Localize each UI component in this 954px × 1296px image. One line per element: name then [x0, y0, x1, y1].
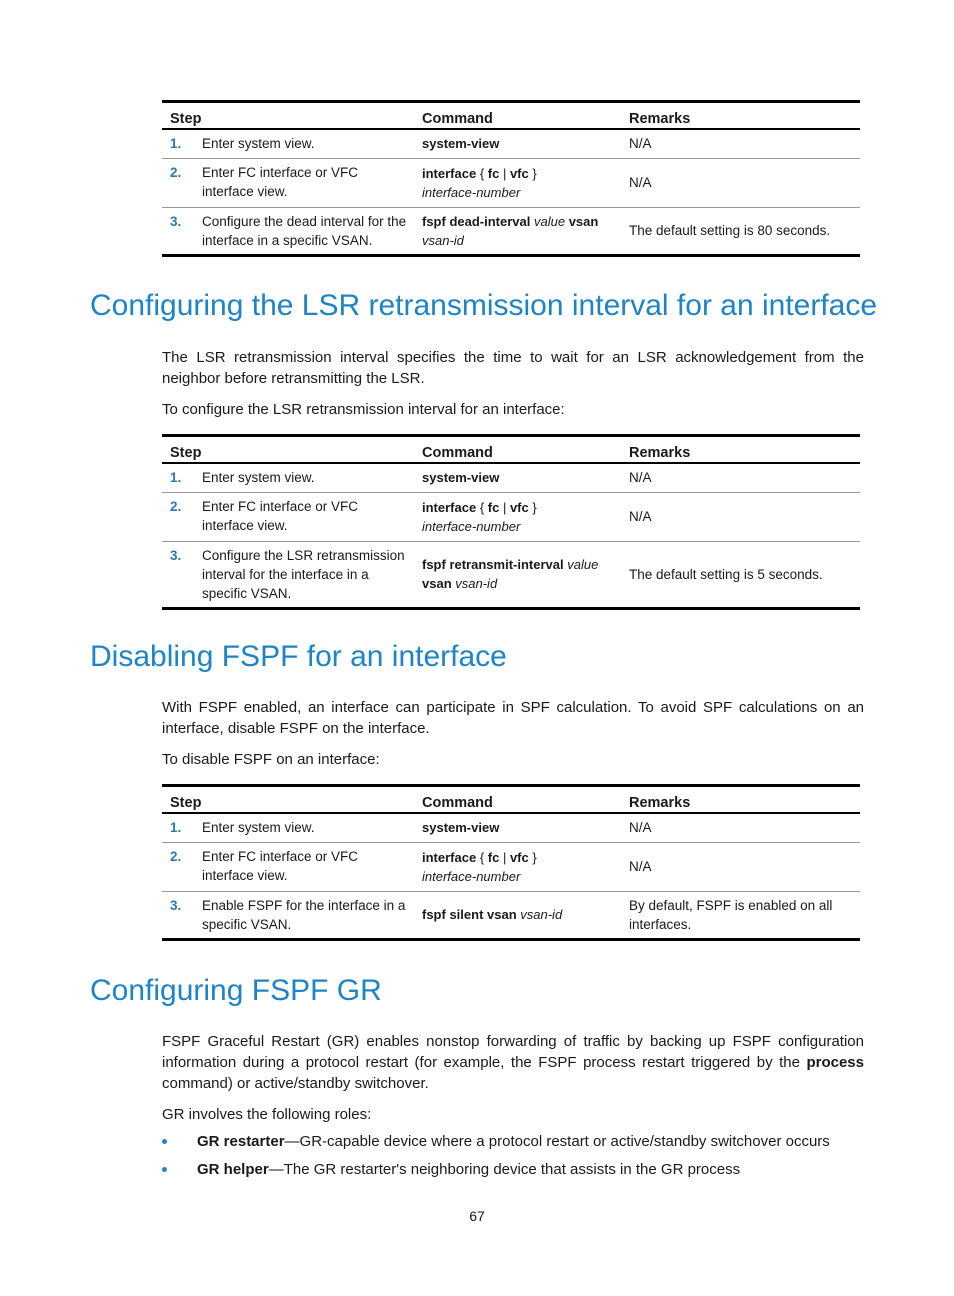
- paragraph: To disable FSPF on an interface:: [162, 751, 380, 768]
- list-item-term: GR restarter: [197, 1133, 285, 1150]
- step-header: Step: [162, 102, 414, 130]
- step-header: Step: [162, 786, 414, 814]
- step-description: Enter FC interface or VFC interface view.: [192, 842, 414, 891]
- step-number: 3.: [162, 207, 192, 255]
- step-number: 3.: [162, 541, 192, 608]
- command-keyword: interface: [422, 499, 477, 515]
- list-item: [162, 1159, 864, 1187]
- command-header: Command: [414, 102, 621, 130]
- paragraph: The LSR retransmission interval specifies the time to wait for an LSR acknowledgement from the neighbor before retransmitting the LSR.: [162, 349, 864, 387]
- table-row: [162, 492, 860, 541]
- roles-list: [162, 1131, 864, 1187]
- table-header: [162, 102, 860, 130]
- bullet-icon: [162, 1139, 167, 1144]
- command-cell: [414, 129, 621, 158]
- command-keyword: fc: [487, 499, 500, 515]
- command-keyword: system-view: [422, 136, 500, 152]
- command-keyword: fspf dead-interval: [422, 213, 531, 229]
- table-header: [162, 436, 860, 464]
- command-keyword: vsan: [568, 213, 599, 229]
- command-argument: vsan-id: [422, 232, 464, 248]
- command-keyword: fspf silent vsan: [422, 907, 517, 922]
- remarks-cell: The default setting is 80 seconds.: [621, 207, 860, 255]
- command-keyword: vsan: [422, 576, 452, 591]
- step-number: 1.: [170, 470, 182, 485]
- command-keyword: fspf retransmit-interval: [422, 557, 564, 572]
- table-row: [162, 842, 860, 891]
- paragraph-text: FSPF Graceful Restart (GR) enables nonstop forwarding of traffic by backing up FSPF configuration information during a protocol restart (for example, the FSPF process restart triggered by the: [162, 1033, 864, 1071]
- paragraph-text: command) or active/standby switchover.: [162, 1075, 429, 1092]
- command-header: Command: [414, 786, 621, 814]
- command-cell: [414, 541, 621, 608]
- command-cell: [414, 813, 621, 842]
- table-row: [162, 813, 860, 842]
- remarks-cell: N/A: [621, 158, 860, 207]
- remarks-header: Remarks: [621, 102, 860, 130]
- command-header: Command: [414, 436, 621, 464]
- command-argument: vsan-id: [520, 907, 563, 922]
- command-keyword: vfc: [509, 165, 529, 181]
- remarks-cell: N/A: [629, 470, 652, 486]
- remarks-cell: N/A: [621, 492, 860, 541]
- command-cell: [414, 463, 621, 492]
- command-keyword: interface: [422, 849, 477, 865]
- command-argument: value: [533, 213, 566, 229]
- command-cell: [414, 891, 621, 939]
- command-keyword: vfc: [509, 499, 529, 515]
- paragraph: GR involves the following roles:: [162, 1106, 372, 1123]
- paragraph: To configure the LSR retransmission interval for an interface:: [162, 401, 565, 418]
- remarks-header: Remarks: [621, 786, 860, 814]
- step-description: Configure the dead interval for the interface in a specific VSAN.: [192, 207, 414, 255]
- table-header: [162, 786, 860, 814]
- page-number: 67: [469, 1208, 485, 1224]
- command-keyword: interface: [422, 165, 477, 181]
- remarks-cell: N/A: [621, 842, 860, 891]
- step-description: Configure the LSR retransmission interval for the interface in a specific VSAN.: [192, 541, 414, 608]
- step-description: Enter system view.: [202, 136, 315, 151]
- lsr-retransmission-steps-table: [162, 434, 860, 610]
- table-row: [162, 129, 860, 158]
- list-item-text: —The GR restarter's neighboring device that assists in the GR process: [268, 1161, 741, 1178]
- section-heading-lsr-retransmission: Configuring the LSR retransmission interval for an interface: [90, 289, 878, 322]
- bullet-icon: [162, 1167, 167, 1172]
- table-row: [162, 158, 860, 207]
- step-description: Enter FC interface or VFC interface view.: [192, 492, 414, 541]
- command-cell: interface { fc | vfc } interface-number: [414, 158, 621, 207]
- remarks-cell: By default, FSPF is enabled on all interfaces.: [621, 891, 860, 939]
- table-row: [162, 891, 860, 939]
- step-number: 3.: [162, 891, 192, 939]
- command-argument: vsan-id: [455, 576, 498, 591]
- table-row: [162, 463, 860, 492]
- disable-fspf-steps-table: [162, 784, 860, 941]
- step-description: Enter system view.: [202, 820, 315, 835]
- list-item-text: —GR-capable device where a protocol restart or active/standby switchover occurs: [284, 1133, 830, 1150]
- table-row: [162, 541, 860, 608]
- command-keyword: process: [806, 1054, 864, 1071]
- command-cell: interface { fc | vfc } interface-number: [414, 842, 621, 891]
- command-keyword: system-view: [422, 470, 500, 486]
- paragraph: [162, 1031, 864, 1094]
- command-keyword: system-view: [422, 820, 500, 836]
- step-number: 2.: [162, 158, 192, 207]
- step-header: Step: [162, 436, 414, 464]
- table-row: [162, 207, 860, 255]
- command-cell: interface { fc | vfc } interface-number: [414, 492, 621, 541]
- command-argument: value: [567, 557, 599, 572]
- step-number: 1.: [170, 136, 182, 151]
- step-description: Enable FSPF for the interface in a specific VSAN.: [192, 891, 414, 939]
- paragraph: With FSPF enabled, an interface can participate in SPF calculation. To avoid SPF calculations on an interface, disable FSPF on the interface.: [162, 699, 864, 737]
- remarks-cell: N/A: [629, 136, 652, 152]
- step-number: 1.: [170, 820, 182, 835]
- list-item-term: GR helper: [197, 1161, 269, 1178]
- command-cell: [414, 207, 621, 255]
- remarks-cell: N/A: [629, 820, 652, 836]
- section-heading-disabling-fspf: Disabling FSPF for an interface: [90, 640, 507, 673]
- step-number: 2.: [162, 842, 192, 891]
- command-keyword: fc: [487, 849, 500, 865]
- command-argument: interface-number: [422, 184, 521, 200]
- remarks-header: Remarks: [621, 436, 860, 464]
- remarks-cell: The default setting is 5 seconds.: [621, 541, 860, 608]
- command-keyword: vfc: [509, 849, 529, 865]
- command-keyword: fc: [487, 165, 500, 181]
- list-item: [162, 1131, 864, 1159]
- step-number: 2.: [162, 492, 192, 541]
- command-argument: interface-number: [422, 518, 521, 534]
- step-description: Enter FC interface or VFC interface view.: [192, 158, 414, 207]
- dead-interval-steps-table: [162, 100, 860, 257]
- command-argument: interface-number: [422, 868, 521, 884]
- section-heading-fspf-gr: Configuring FSPF GR: [90, 974, 382, 1007]
- step-description: Enter system view.: [202, 470, 315, 485]
